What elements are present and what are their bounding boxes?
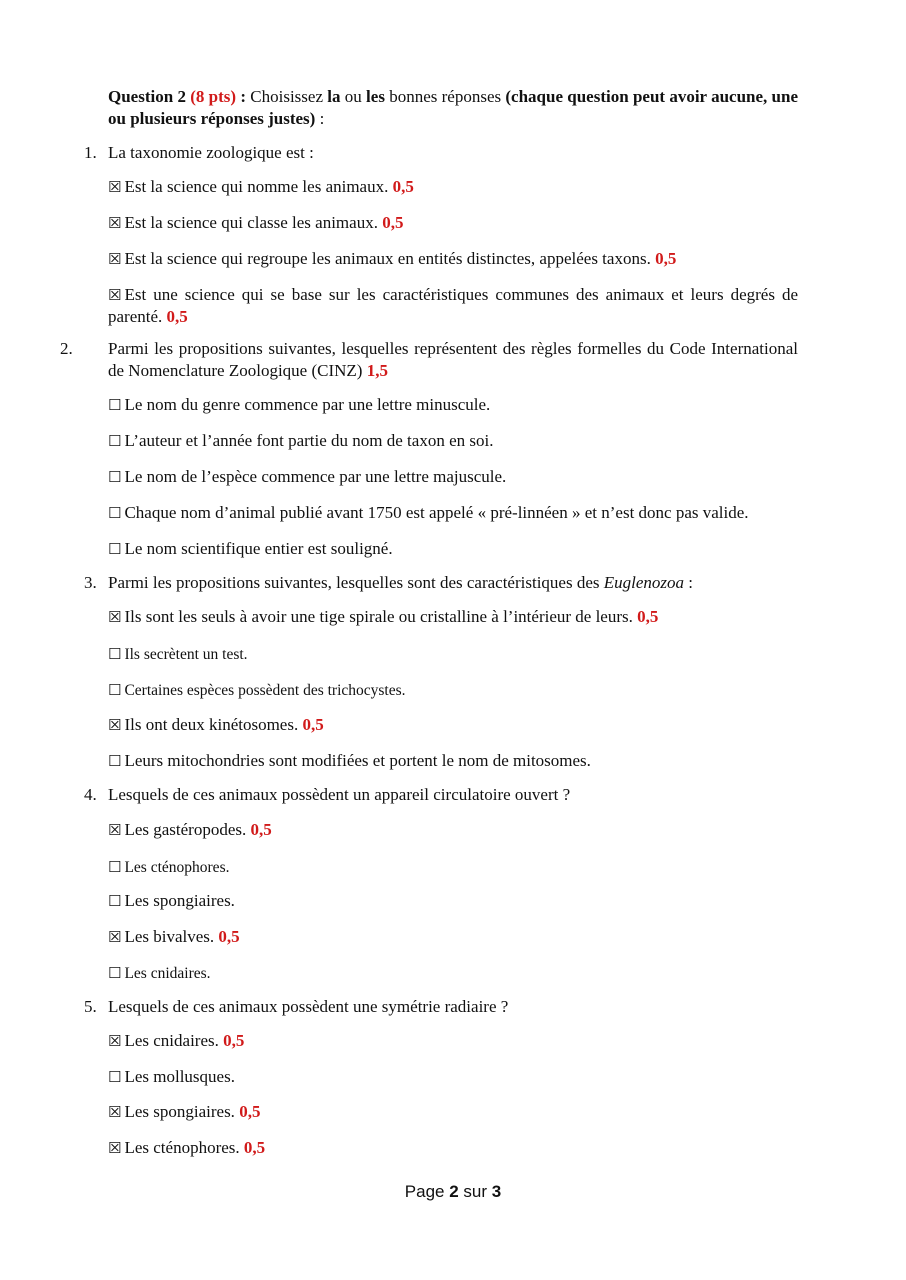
question-3 xyxy=(84,572,798,594)
checked-box-icon[interactable]: ☒ xyxy=(108,1103,122,1121)
unchecked-box-icon[interactable]: ☐ xyxy=(108,858,122,876)
question-italic-term: Euglenozoa xyxy=(603,573,685,592)
intro-ou: ou xyxy=(340,87,367,106)
page-number: 2 xyxy=(449,1182,459,1201)
checked-box-icon[interactable]: ☒ xyxy=(108,286,122,304)
option-text: Le nom de l’espèce commence par une lettre majuscule. xyxy=(124,467,507,486)
option-text: Les mollusques. xyxy=(124,1067,235,1086)
unchecked-box-icon[interactable]: ☐ xyxy=(108,1068,122,1086)
option xyxy=(108,926,798,948)
option-text: Les bivalves. xyxy=(124,927,215,946)
question-number: 1. xyxy=(84,143,97,162)
checked-box-icon[interactable]: ☒ xyxy=(108,608,122,626)
checked-box-icon[interactable]: ☒ xyxy=(108,214,122,232)
question-score: 1,5 xyxy=(366,361,388,380)
option-text: Le nom du genre commence par une lettre minuscule. xyxy=(124,395,491,414)
option xyxy=(108,606,798,628)
option-score: 0,5 xyxy=(166,307,188,326)
option xyxy=(108,750,798,772)
question-1 xyxy=(84,142,798,164)
option-text: Les cténophores. xyxy=(124,859,230,876)
intro-la: la xyxy=(327,87,341,106)
unchecked-box-icon[interactable]: ☐ xyxy=(108,504,122,522)
option xyxy=(108,1101,798,1123)
question-2 xyxy=(60,338,798,382)
option xyxy=(108,466,798,488)
question-text: Parmi les propositions suivantes, lesquelles représentent des règles formelles du Code International de Nomenclature Zoologique (CINZ) xyxy=(108,339,798,380)
page-word: Page xyxy=(404,1182,450,1201)
question-label: Question 2 xyxy=(108,87,186,106)
option xyxy=(108,1030,798,1052)
option-text: Les spongiaires. xyxy=(124,891,235,910)
intro-text: Choisissez xyxy=(246,87,328,106)
option-score: 0,5 xyxy=(392,177,414,196)
option-score: 0,5 xyxy=(655,249,677,268)
question-5 xyxy=(84,996,798,1018)
option-text: Les cnidaires. xyxy=(124,1031,219,1050)
option xyxy=(108,679,798,702)
checked-box-icon[interactable]: ☒ xyxy=(108,928,122,946)
question-number: 5. xyxy=(84,997,97,1016)
option-score: 0,5 xyxy=(302,715,324,734)
unchecked-box-icon[interactable]: ☐ xyxy=(108,396,122,414)
checked-box-icon[interactable]: ☒ xyxy=(108,1032,122,1050)
intro-text-2: bonnes réponses xyxy=(384,87,506,106)
unchecked-box-icon[interactable]: ☐ xyxy=(108,540,122,558)
question-instructions xyxy=(108,86,798,130)
checked-box-icon[interactable]: ☒ xyxy=(108,716,122,734)
checked-box-icon[interactable]: ☒ xyxy=(108,1139,122,1157)
page-footer xyxy=(0,1182,906,1202)
option xyxy=(108,176,798,198)
intro-colon: : xyxy=(236,87,246,106)
question-text: Parmi les propositions suivantes, lesquelles sont des caractéristiques des xyxy=(108,573,604,592)
option xyxy=(108,284,798,328)
option-text: Est la science qui nomme les animaux. xyxy=(124,177,389,196)
option-score: 0,5 xyxy=(218,927,240,946)
option-text: Les gastéropodes. xyxy=(124,820,247,839)
option xyxy=(108,643,798,666)
unchecked-box-icon[interactable]: ☐ xyxy=(108,892,122,910)
option-text: Est la science qui classe les animaux. xyxy=(124,213,378,232)
question-number: 4. xyxy=(84,785,97,804)
unchecked-box-icon[interactable]: ☐ xyxy=(108,752,122,770)
page-sur: sur xyxy=(458,1182,492,1201)
option xyxy=(108,856,798,879)
option xyxy=(108,819,798,841)
option-score: 0,5 xyxy=(250,820,272,839)
question-number: 3. xyxy=(84,573,97,592)
intro-end: : xyxy=(315,109,325,128)
option-text: Chaque nom d’animal publié avant 1750 est appelé « pré-linnéen » et n’est donc pas valide. xyxy=(124,503,749,522)
unchecked-box-icon[interactable]: ☐ xyxy=(108,681,122,699)
option-score: 0,5 xyxy=(637,607,659,626)
question-text-end: : xyxy=(684,573,694,592)
option xyxy=(108,1137,798,1159)
option xyxy=(108,394,798,416)
unchecked-box-icon[interactable]: ☐ xyxy=(108,964,122,982)
option-score: 0,5 xyxy=(223,1031,245,1050)
unchecked-box-icon[interactable]: ☐ xyxy=(108,645,122,663)
option xyxy=(108,430,798,452)
intro-note: (chaque question peut avoir aucune, une ou plusieurs réponses justes) xyxy=(108,87,798,128)
question-points: (8 pts) xyxy=(190,87,237,106)
option-text: Certaines espèces possèdent des trichocystes. xyxy=(124,682,406,699)
page-total: 3 xyxy=(491,1182,502,1201)
option-text: Leurs mitochondries sont modifiées et portent le nom de mitosomes. xyxy=(124,751,591,770)
option-text: Ils secrètent un test. xyxy=(124,646,248,663)
checked-box-icon[interactable]: ☒ xyxy=(108,178,122,196)
option-text: Ils sont les seuls à avoir une tige spirale ou cristalline à l’intérieur de leurs. xyxy=(124,607,633,626)
option-text: Le nom scientifique entier est souligné. xyxy=(124,539,393,558)
option-score: 0,5 xyxy=(239,1102,261,1121)
option-text: Les cnidaires. xyxy=(124,965,211,982)
option-text: L’auteur et l’année font partie du nom de taxon en soi. xyxy=(124,431,494,450)
option xyxy=(108,890,798,912)
checked-box-icon[interactable]: ☒ xyxy=(108,250,122,268)
intro-les: les xyxy=(366,87,385,106)
unchecked-box-icon[interactable]: ☐ xyxy=(108,432,122,450)
option-text: Les spongiaires. xyxy=(124,1102,235,1121)
option-text: Est la science qui regroupe les animaux en entités distinctes, appelées taxons. xyxy=(124,249,651,268)
option-text: Les cténophores. xyxy=(124,1138,240,1157)
option-score: 0,5 xyxy=(382,213,404,232)
option xyxy=(108,248,798,270)
unchecked-box-icon[interactable]: ☐ xyxy=(108,468,122,486)
question-text: La taxonomie zoologique est : xyxy=(108,143,314,162)
option xyxy=(108,1066,798,1088)
question-text: Lesquels de ces animaux possèdent une symétrie radiaire ? xyxy=(108,997,509,1016)
option xyxy=(108,212,798,234)
option xyxy=(108,502,798,524)
question-4 xyxy=(84,784,798,806)
option xyxy=(108,538,798,560)
option xyxy=(108,714,798,736)
question-text: Lesquels de ces animaux possèdent un appareil circulatoire ouvert ? xyxy=(108,785,571,804)
option-text: Est une science qui se base sur les caractéristiques communes des animaux et leurs degrés de parenté. xyxy=(108,285,798,326)
checked-box-icon[interactable]: ☒ xyxy=(108,821,122,839)
option xyxy=(108,962,798,985)
question-number: 2. xyxy=(60,339,73,358)
option-text: Ils ont deux kinétosomes. xyxy=(124,715,299,734)
option-score: 0,5 xyxy=(243,1138,266,1157)
